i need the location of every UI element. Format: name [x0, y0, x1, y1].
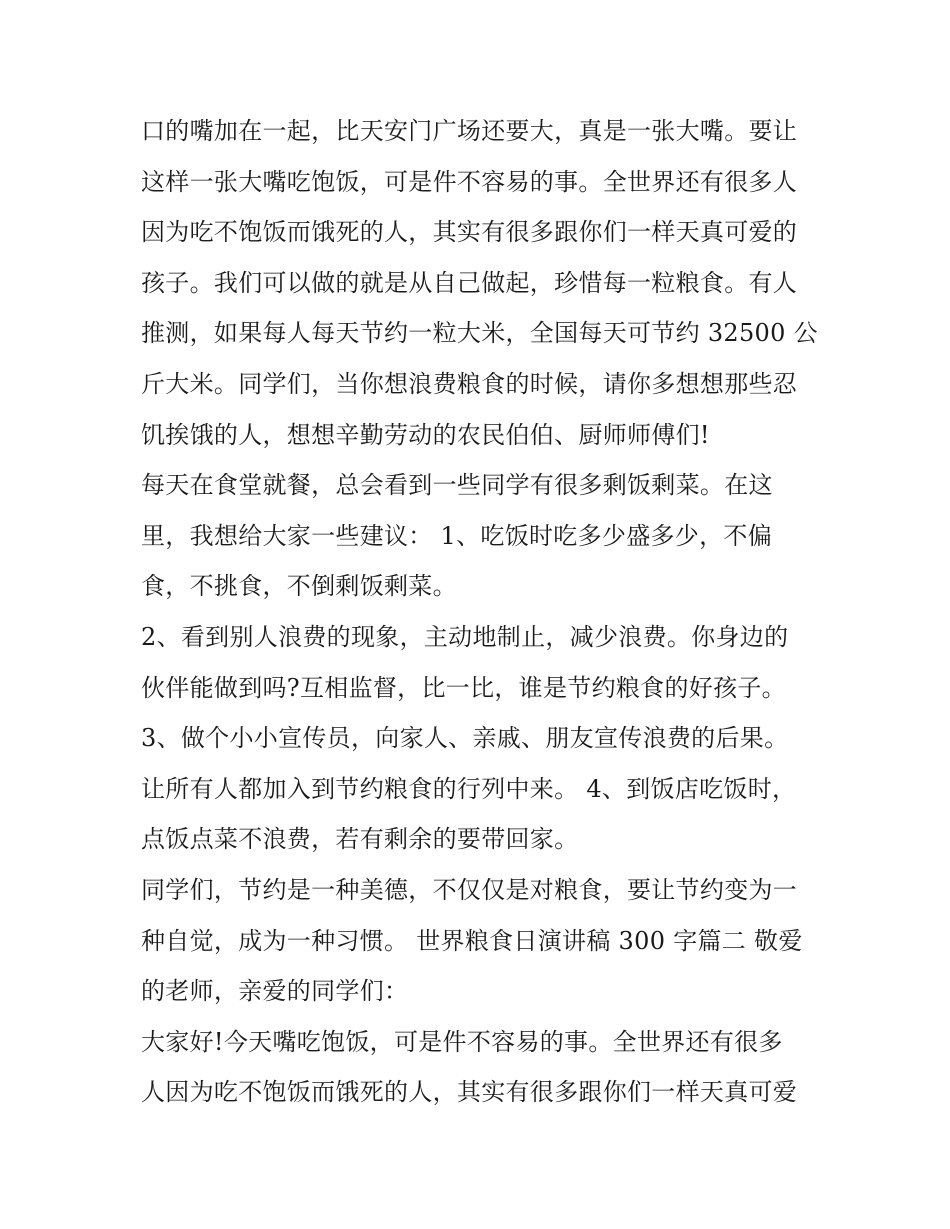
body-text [141, 106, 821, 1118]
text-line: 同学们，节约是一种美德，不仅仅是对粮食，要让节约变为一 [141, 875, 798, 904]
text-line: 每天在食堂就餐，总会看到一些同学有很多剩饭剩菜。在这 [141, 471, 773, 500]
text-line: 孩子。我们可以做的就是从自己做起，珍惜每一粒粮食。有人 [141, 268, 798, 297]
text-line: 让所有人都加入到节约粮食的行列中来。 4、到饭店吃饭时， [141, 774, 797, 803]
text-line: 2、看到别人浪费的现象，主动地制止，减少浪费。你身边的 [141, 622, 789, 651]
text-line: 口的嘴加在一起，比天安门广场还要大，真是一张大嘴。要让 [141, 117, 798, 145]
text-line: 因为吃不饱饭而饿死的人，其实有很多跟你们一样天真可爱的 [141, 218, 798, 247]
text-line: 斤大米。同学们，当你想浪费粮食的时候，请你多想想那些忍 [141, 369, 798, 398]
text-line: 推测，如果每人每天节约一粒大米，全国每天可节约 32500 公 [141, 319, 818, 348]
text-line: 的老师，亲爱的同学们： [141, 977, 409, 1006]
text-line: 点饭点菜不浪费，若有剩余的要带回家。 [141, 825, 579, 854]
text-line: 伙伴能做到吗?互相监督，比一比，谁是节约粮食的好孩子。 [141, 673, 786, 702]
text-line: 种自觉，成为一种习惯。 世界粮食日演讲稿 300 字篇二 敬爱 [141, 926, 803, 955]
text-line: 大家好!今天嘴吃饱饭，可是件不容易的事。全世界还有很多 [141, 1027, 783, 1056]
text-line: 里，我想给大家一些建议： 1、吃饭时吃多少盛多少，不偏 [141, 521, 772, 550]
text-line: 3、做个小小宣传员，向家人、亲戚、朋友宣传浪费的后果。 [141, 724, 789, 753]
text-line: 食，不挑食，不倒剩饭剩菜。 [141, 572, 457, 601]
text-line: 饥挨饿的人，想想辛勤劳动的农民伯伯、厨师师傅们! [141, 420, 710, 449]
text-line: 人因为吃不饱饭而饿死的人，其实有很多跟你们一样天真可爱 [141, 1078, 798, 1107]
text-line: 这样一张大嘴吃饱饭，可是件不容易的事。全世界还有很多人 [141, 167, 798, 196]
